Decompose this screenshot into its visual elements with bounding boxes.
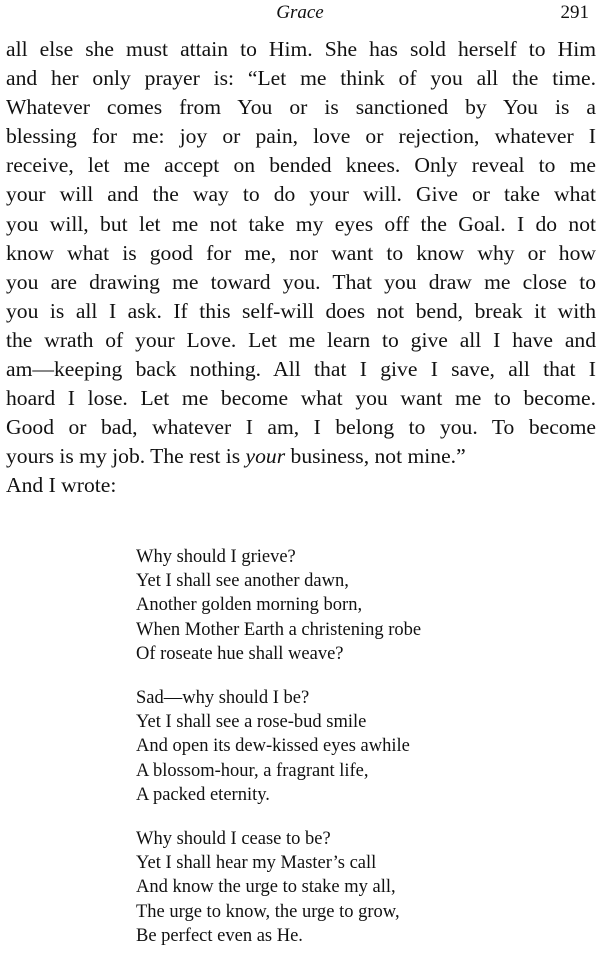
prose-line: the wrath of your Love. Let me learn to give all I have and xyxy=(6,327,596,352)
prose-line: And I wrote: xyxy=(6,473,117,498)
prose-line: hoard I lose. Let me become what you want me to become. xyxy=(6,386,596,411)
prose-line: receive, let me accept on bended knees. Only reveal to me xyxy=(6,153,596,178)
prose-line: your will and the way to do your will. Give or take what xyxy=(6,182,596,207)
prose-line: blessing for me: joy or pain, love or rejection, whatever I xyxy=(6,124,596,149)
poem-line: Why should I grieve? xyxy=(136,547,296,567)
prose-line: am—keeping back nothing. All that I give I save, all that I xyxy=(6,357,596,382)
poem-line: And know the urge to stake my all, xyxy=(136,877,396,898)
prose-line: yours is my job. The rest is your business, not mine.” xyxy=(6,444,466,469)
poem-line: Another golden morning born, xyxy=(136,595,363,616)
poem-line: The urge to know, the urge to grow, xyxy=(136,901,400,922)
poem-line: Of roseate hue shall weave? xyxy=(136,643,344,664)
poem-line: A blossom-hour, a fragrant life, xyxy=(136,760,369,781)
prose-line: all else she must attain to Him. She has sold herself to Him xyxy=(6,37,596,61)
poem-line: Be perfect even as He. xyxy=(136,925,303,946)
poem-line: Why should I cease to be? xyxy=(136,829,331,850)
prose-line: you are drawing me toward you. That you draw me close to xyxy=(6,269,596,294)
poem xyxy=(136,545,536,968)
page-number: 291 xyxy=(560,2,589,23)
poem-stanza-3 xyxy=(136,827,536,948)
emphasis: your xyxy=(245,444,286,469)
poem-stanza-1 xyxy=(136,545,536,666)
poem-stanza-2 xyxy=(136,686,536,807)
poem-line: And open its dew-kissed eyes awhile xyxy=(136,736,410,757)
running-title: Grace xyxy=(276,2,324,23)
page-header xyxy=(0,0,600,30)
prose-line: you is all I ask. If this self-will does not bend, break it with xyxy=(6,298,596,323)
poem-line: When Mother Earth a christening robe xyxy=(136,619,422,640)
poem-line: A packed eternity. xyxy=(136,784,270,805)
prose-line: Whatever comes from You or is sanctioned by You is a xyxy=(6,95,596,120)
poem-line: Yet I shall hear my Master’s call xyxy=(136,853,377,874)
poem-line: Yet I shall see a rose-bud smile xyxy=(136,712,367,733)
prose-paragraph xyxy=(6,35,596,501)
prose-line: you will, but let me not take my eyes off the Goal. I do not xyxy=(6,211,596,236)
poem-line: Yet I shall see another dawn, xyxy=(136,571,349,592)
prose-line: and her only prayer is: “Let me think of you all the time. xyxy=(6,66,596,91)
poem-line: Sad—why should I be? xyxy=(136,688,310,709)
prose-line: know what is good for me, nor want to know why or how xyxy=(6,240,596,265)
prose-line: Good or bad, whatever I am, I belong to you. To become xyxy=(6,415,596,440)
